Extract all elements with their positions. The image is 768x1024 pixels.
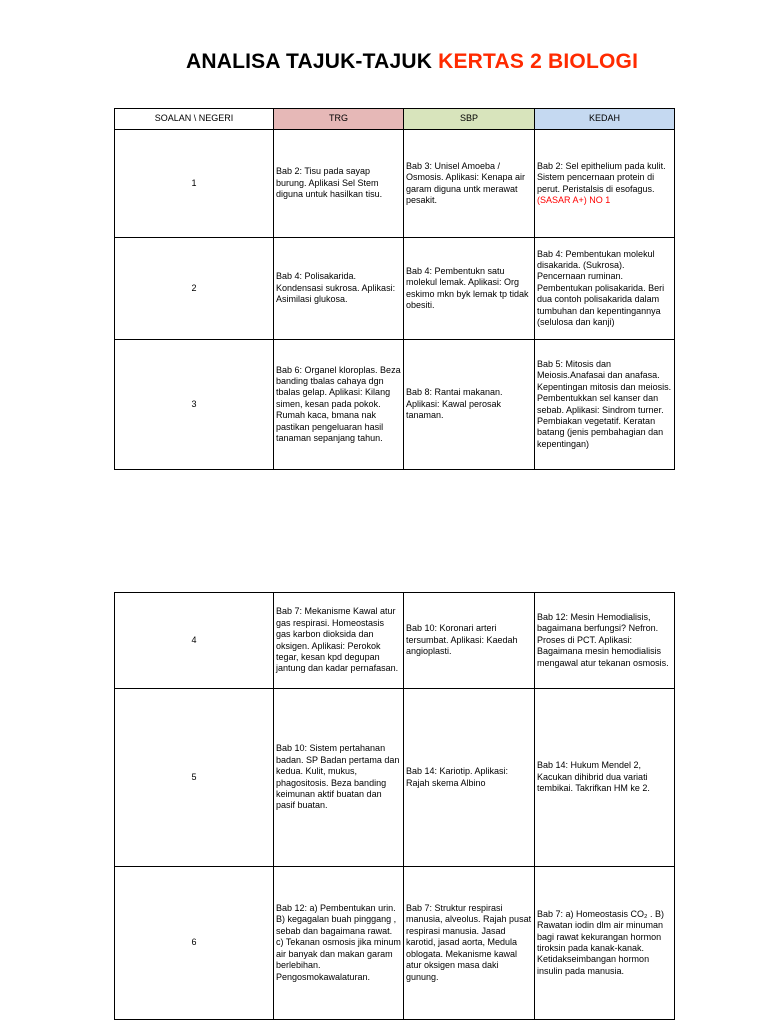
sbp-cell: Bab 8: Rantai makanan. Aplikasi: Kawal perosak tanaman. [404, 340, 535, 470]
table-row [115, 340, 675, 470]
trg-cell: Bab 10: Sistem pertahanan badan. SP Badan pertama dan kedua. Kulit, mukus, phagositosis. Beza banding keimunan aktif buatan dan pasif buatan. [274, 689, 404, 867]
table-row [115, 238, 675, 340]
analysis-table-part-2 [114, 592, 675, 1020]
kedah-text: Bab 2: Sel epithelium pada kulit. Sistem pencernaan protein di perut. Peristalsis di esofagus. [537, 160, 666, 194]
kedah-cell: Bab 5: Mitosis dan Meiosis.Anafasai dan anafasa. Kepentingan mitosis dan meiosis. Pembentukkan sel kanser dan sebab. Aplikasi: Sindrom turner. Pembiakan vegetatif. Keratan batang (jenis pembahagian dan kepentingan) [535, 340, 675, 470]
kedah-cell [535, 130, 675, 238]
trg-cell: Bab 7: Mekanisme Kawal atur gas respirasi. Homeostasis gas karbon dioksida dan oksigen. Aplikasi: Perokok tegar, kesan kpd degupan jantung dan kadar pernafasan. [274, 593, 404, 689]
trg-cell: Bab 2: Tisu pada sayap burung. Aplikasi Sel Stem diguna untuk hasilkan tisu. [274, 130, 404, 238]
analysis-table-part-1 [114, 108, 675, 470]
trg-cell: Bab 6: Organel kloroplas. Beza banding tbalas cahaya dgn tbalas gelap. Aplikasi: Kilang simen, kesan pada pokok. Rumah kaca, bmana nak pastikan pengeluaran hasil tanaman sepanjang tahun. [274, 340, 404, 470]
kedah-cell: Bab 4: Pembentukan molekul disakarida. (Sukrosa). Pencernaan ruminan. Pembentukan polisakarida. Beri dua contoh polisakarida dalam tumbuhan dan kepentingannya (selulosa dan kanji) [535, 238, 675, 340]
question-number: 6 [115, 867, 274, 1020]
header-trg: TRG [274, 109, 404, 130]
sbp-cell: Bab 4: Pembentukn satu molekul lemak. Aplikasi: Org eskimo mkn byk lemak tp tidak obesiti. [404, 238, 535, 340]
sbp-cell: Bab 7: Struktur respirasi manusia, alveolus. Rajah pusat respirasi manusia. Jasad karotid, jasad aorta, Medula oblogata. Mekanisme kawal atur oksigen masa daki gunung. [404, 867, 535, 1020]
sbp-cell: Bab 14: Kariotip. Aplikasi: Rajah skema Albino [404, 689, 535, 867]
sbp-cell: Bab 3: Unisel Amoeba / Osmosis. Aplikasi: Kenapa air garam diguna untk merawat pesakit. [404, 130, 535, 238]
question-number: 4 [115, 593, 274, 689]
title-highlight: KERTAS 2 BIOLOGI [438, 50, 639, 73]
table-row [115, 689, 675, 867]
kedah-note: (SASAR A+) NO 1 [537, 194, 611, 205]
table-row [115, 130, 675, 238]
question-number: 2 [115, 238, 274, 340]
question-number: 5 [115, 689, 274, 867]
kedah-cell: Bab 12: Mesin Hemodialisis, bagaimana berfungsi? Nefron. Proses di PCT. Aplikasi: Bagaimana mesin hemodialisis mengawal atur tekanan osmosis. [535, 593, 675, 689]
title-prefix: ANALISA TAJUK-TAJUK [186, 50, 439, 73]
table-row [115, 867, 675, 1020]
kedah-cell: Bab 14: Hukum Mendel 2, Kacukan dihibrid dua variati tembikai. Takrifkan HM ke 2. [535, 689, 675, 867]
trg-cell: Bab 12: a) Pembentukan urin. B) kegagalan buah pinggang , sebab dan bagaimana rawat. c) Tekanan osmosis jika minum air banyak dan makan garam berlebihan. Pengosmokawalaturan. [274, 867, 404, 1020]
question-number: 1 [115, 130, 274, 238]
sbp-cell: Bab 10: Koronari arteri tersumbat. Aplikasi: Kaedah angioplasti. [404, 593, 535, 689]
question-number: 3 [115, 340, 274, 470]
header-row [115, 109, 675, 130]
page-title [186, 50, 638, 74]
header-sbp: SBP [404, 109, 535, 130]
table-row [115, 593, 675, 689]
kedah-cell: Bab 7: a) Homeostasis CO₂ . B) Rawatan iodin dlm air minuman bagi rawat kekurangan hormon tiroksin pada kanak-kanak. Ketidakseimbangan hormon insulin pada manusia. [535, 867, 675, 1020]
header-kedah: KEDAH [535, 109, 675, 130]
header-soalan-negeri: SOALAN \ NEGERI [115, 109, 274, 130]
trg-cell: Bab 4: Polisakarida. Kondensasi sukrosa. Aplikasi: Asimilasi glukosa. [274, 238, 404, 340]
